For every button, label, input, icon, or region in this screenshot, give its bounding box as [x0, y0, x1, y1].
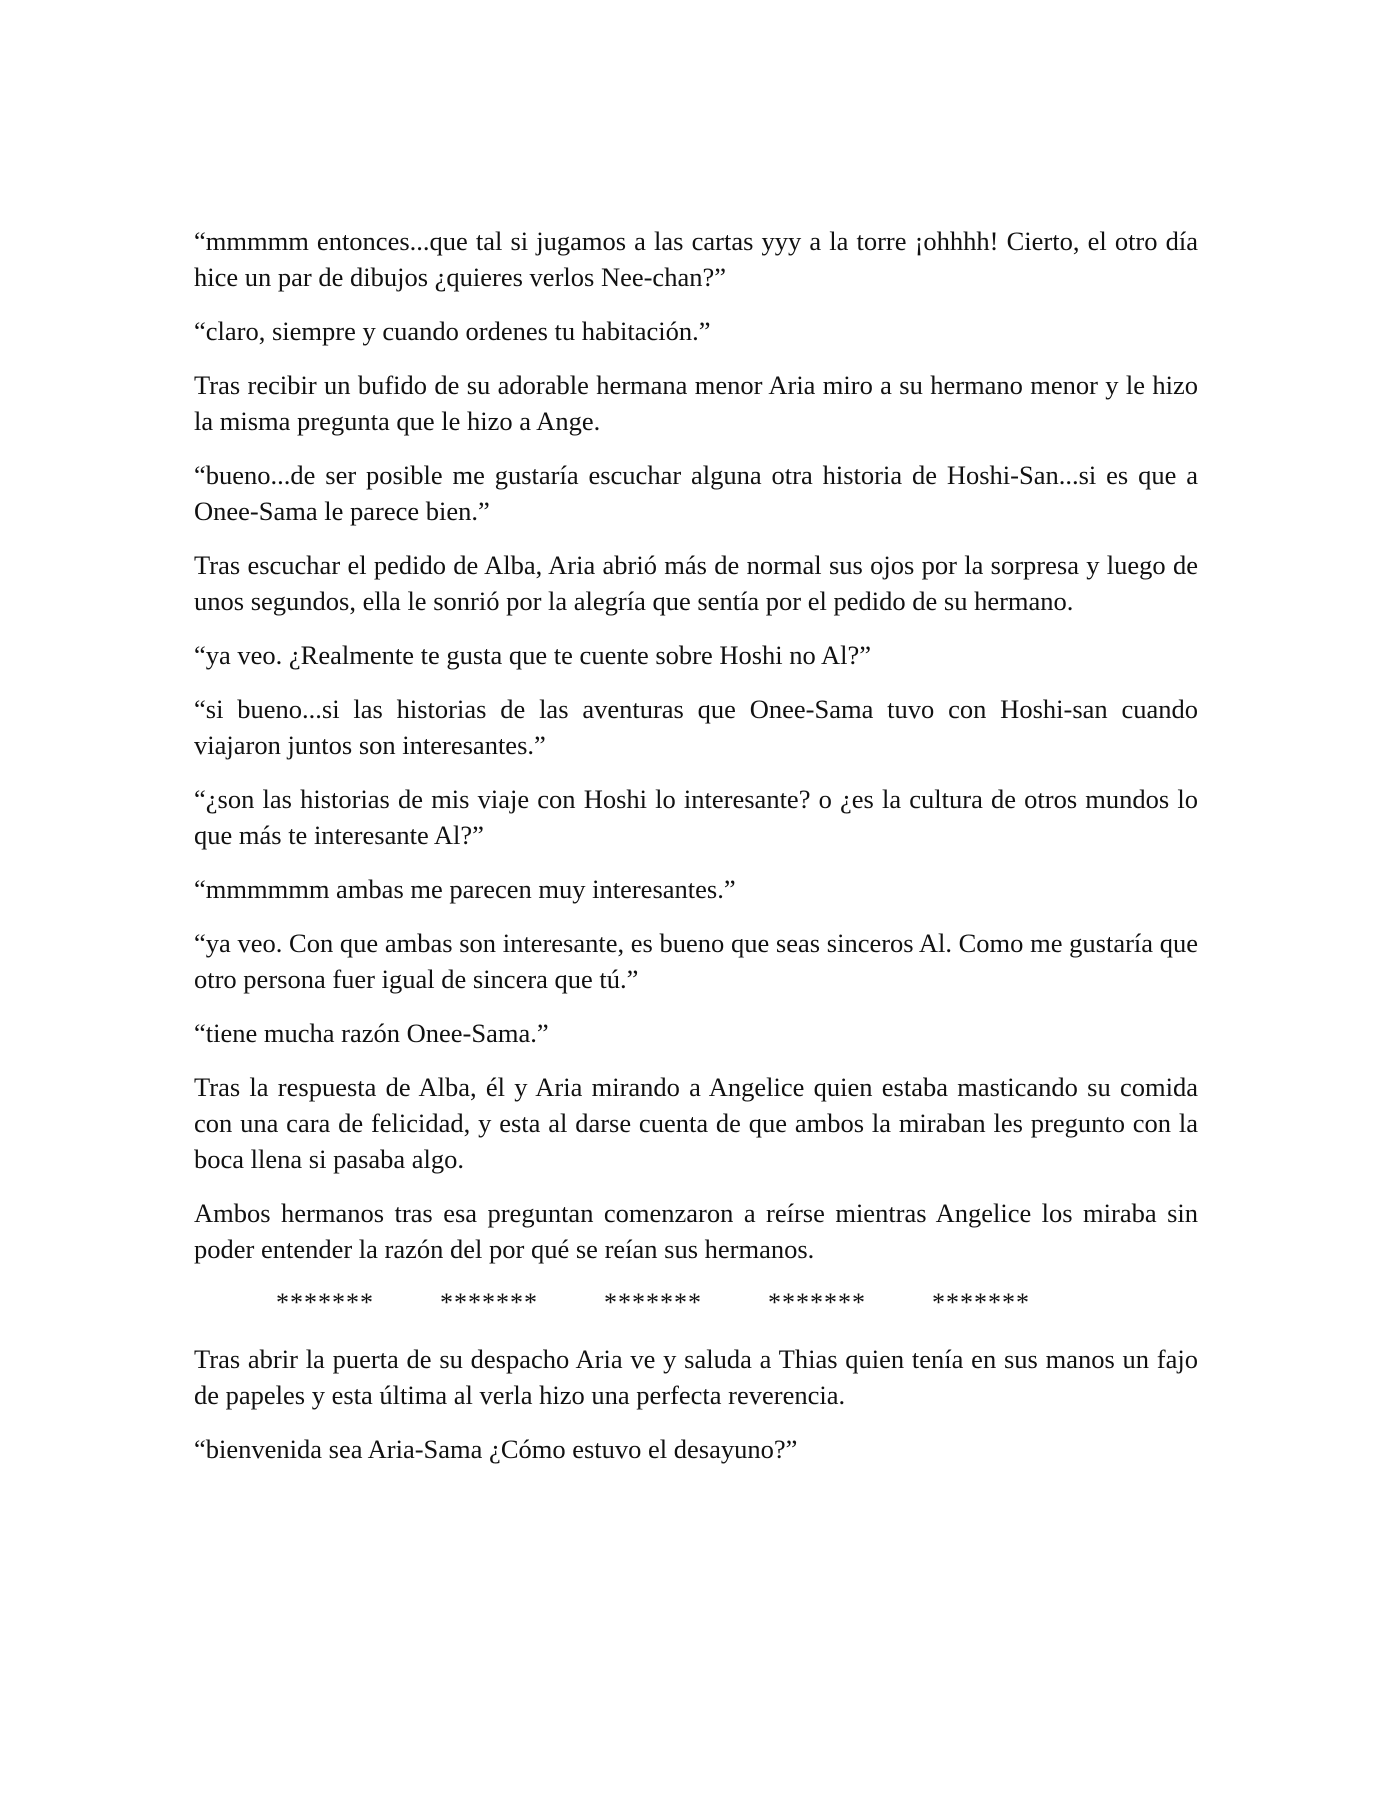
- paragraph: “bueno...de ser posible me gustaría escuchar alguna otra historia de Hoshi-San...si es que a Onee-Sama le parece bien.”: [194, 460, 1198, 526]
- paragraph: Tras la respuesta de Alba, él y Aria mirando a Angelice quien estaba masticando su comida con una cara de felicidad, y esta al darse cuenta de que ambos la miraban les pregunto con la boca llena si pasaba algo.: [194, 1072, 1198, 1174]
- paragraph: “claro, siempre y cuando ordenes tu habitación.”: [194, 316, 711, 346]
- paragraph: Ambos hermanos tras esa preguntan comenzaron a reírse mientras Angelice los miraba sin poder entender la razón del por qué se reían sus hermanos.: [194, 1198, 1198, 1264]
- paragraph: Tras escuchar el pedido de Alba, Aria abrió más de normal sus ojos por la sorpresa y luego de unos segundos, ella le sonrió por la alegría que sentía por el pedido de su hermano.: [194, 550, 1198, 616]
- separator-stars: *******: [932, 1288, 1030, 1317]
- paragraph: Tras recibir un bufido de su adorable hermana menor Aria miro a su hermano menor y le hizo la misma pregunta que le hizo a Ange.: [194, 370, 1198, 436]
- paragraph: “bienvenida sea Aria-Sama ¿Cómo estuvo el desayuno?”: [194, 1434, 798, 1464]
- paragraph: “ya veo. Con que ambas son interesante, es bueno que seas sinceros Al. Como me gustaría que otro persona fuer igual de sincera que tú.”: [194, 928, 1198, 994]
- paragraph: “si bueno...si las historias de las aventuras que Onee-Sama tuvo con Hoshi-san cuando viajaron juntos son interesantes.”: [194, 694, 1198, 760]
- separator-stars: *******: [276, 1288, 374, 1317]
- paragraph: “mmmmmm ambas me parecen muy interesantes.”: [194, 874, 736, 904]
- paragraph: “¿son las historias de mis viaje con Hoshi lo interesante? o ¿es la cultura de otros mundos lo que más te interesante Al?”: [194, 784, 1198, 850]
- document-body: [194, 223, 1198, 1485]
- paragraph: “ya veo. ¿Realmente te gusta que te cuente sobre Hoshi no Al?”: [194, 640, 871, 670]
- scene-separator: [276, 1285, 1198, 1321]
- separator-stars: *******: [604, 1288, 702, 1317]
- paragraph: “tiene mucha razón Onee-Sama.”: [194, 1018, 549, 1048]
- separator-stars: *******: [768, 1288, 866, 1317]
- separator-stars: *******: [440, 1288, 538, 1317]
- paragraph: “mmmmm entonces...que tal si jugamos a las cartas yyy a la torre ¡ohhhh! Cierto, el otro día hice un par de dibujos ¿quieres verlos Nee-chan?”: [194, 226, 1198, 292]
- paragraph: Tras abrir la puerta de su despacho Aria ve y saluda a Thias quien tenía en sus manos un fajo de papeles y esta última al verla hizo una perfecta reverencia.: [194, 1344, 1198, 1410]
